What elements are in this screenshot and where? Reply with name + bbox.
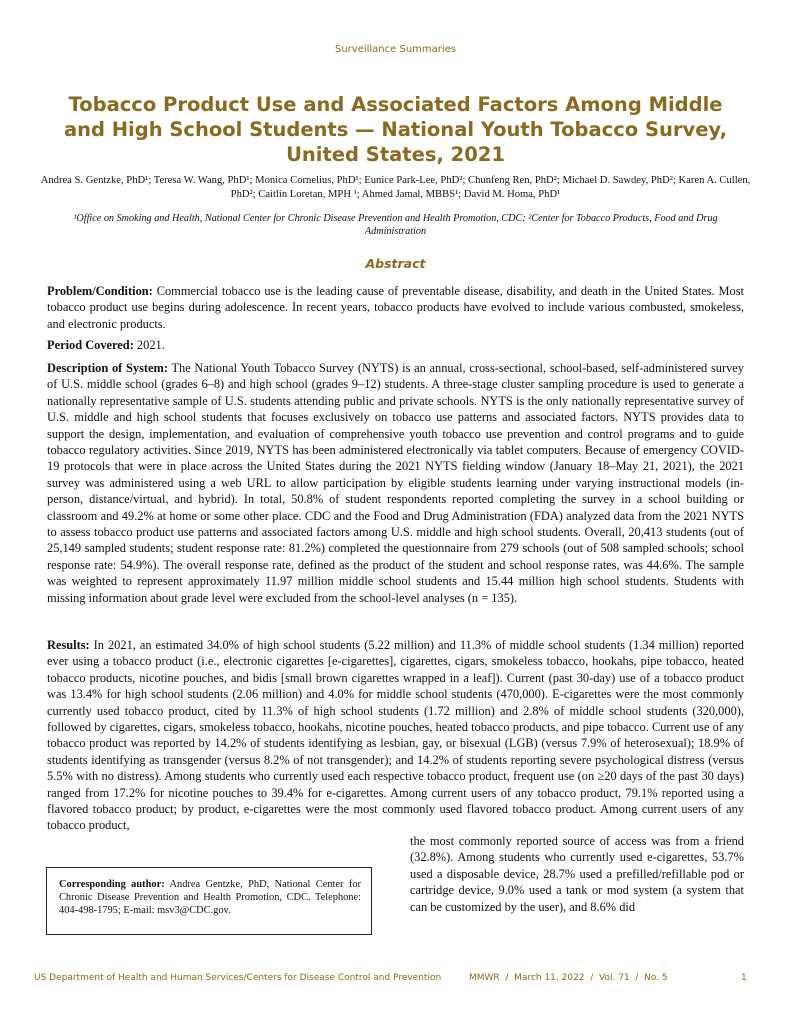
results-paragraph	[47, 637, 744, 834]
footer-department: US Department of Health and Human Services/Centers for Disease Control and Prevention	[34, 973, 442, 983]
article-title: Tobacco Product Use and Associated Factors Among Middle and High School Students — National Youth Tobacco Survey, United States, 2021	[63, 93, 728, 166]
problem-text: Commercial tobacco use is the leading cause of preventable disease, disability, and death in the United States. Most tobacco product use begins during adolescence. In recent years, tobacco products have evolved to include various combusted, smokeless, and electronic products.	[47, 284, 744, 331]
footer-citation: MMWR / March 11, 2022 / Vol. 71 / No. 5	[469, 973, 668, 983]
system-label: Description of System:	[47, 361, 168, 375]
corresponding-author-text: Andrea Gentzke, PhD, National Center for Chronic Disease Prevention and Health Promotion, CDC. Telephone: 404-498-1795; E-mail: msv3@CDC.gov.	[59, 879, 361, 916]
problem-paragraph	[47, 283, 744, 332]
period-text: 2021.	[133, 338, 165, 352]
affiliations: ¹Office on Smoking and Health, National Center for Chronic Disease Prevention and Health Promotion, CDC; ²Center for Tobacco Products, Food and Drug Administration	[73, 213, 718, 237]
author-list: Andrea S. Gentzke, PhD¹; Teresa W. Wang, PhD¹; Monica Cornelius, PhD¹; Eunice Park-Lee, PhD²; Chunfeng Ren, PhD²; Michael D. Sawdey, PhD²; Karen A. Cullen, PhD²; Caitlin Loretan, MPH ¹; Ahmed Jamal, MBBS¹; David M. Homa, PhD¹	[40, 175, 751, 200]
corresponding-author-box	[46, 867, 372, 935]
period-paragraph	[47, 337, 744, 353]
results-label: Results:	[47, 638, 90, 652]
results-text: In 2021, an estimated 34.0% of high school students (5.22 million) and 11.3% of middle school students (1.34 million) reported ever using a tobacco product (i.e., electronic cigarettes [e-cigarettes], cigarettes, cigars, smokeless tobacco, hookahs, pipe tobacco, heated tobacco products, nicotine pouches, and bidis [small brown cigarettes wrapped in a leaf]). Current (past 30-day) use of a tobacco product was 13.4% for high school students (2.06 million) and 4.0% for middle school students (470,000). E-cigarettes were the most commonly currently used tobacco product, cited by 11.3% of high school students (1.72 million) and 2.8% of middle school students (320,000), followed by cigarettes, cigars, smokeless tobacco, hookahs, nicotine pouches, heated tobacco products, and pipe tobacco. Current use of any tobacco product was reported by 14.2% of students identifying as lesbian, gay, or bisexual (LGB) (versus 7.9% of heterosexual); 18.9% of students identifying as transgender (versus 8.2% of not transgender); and 14.2% of students reporting severe psychological distress (versus 5.5% with no distress). Among students who currently used each respective tobacco product, frequent use (on ≥20 days of the past 30 days) ranged from 17.2% for nicotine pouches to 39.4% for e-cigarettes. Among current users of any tobacco product, 79.1% reported using a flavored tobacco product; by product, e-cigarettes were the most commonly used flavored tobacco product. Among current users of any tobacco product,	[47, 638, 744, 833]
page-number: 1	[741, 973, 747, 983]
system-text: The National Youth Tobacco Survey (NYTS) is an annual, cross-sectional, school-based, self-administered survey of U.S. middle school (grades 6–8) and high school (grades 9–12) students. A three-stage cluster sampling procedure is used to generate a nationally representative sample of U.S. students attending public and private schools. NYTS is the only nationally representative survey of U.S. middle and high school students that focuses exclusively on tobacco use patterns and associated factors. NYTS provides data to support the design, implementation, and evaluation of comprehensive youth tobacco use prevention and control programs and to guide tobacco regulatory activities. Since 2019, NYTS has been administered electronically via tablet computers. Because of emergency COVID-19 protocols that were in place across the United States during the 2021 NYTS fielding window (January 18–May 21, 2021), the 2021 survey was administered using a web URL to allow participation by eligible students learning under varying instructional models (in-person, distance/virtual, and hybrid). In total, 50.8% of student respondents reported completing the survey in a school building or classroom and 49.2% at home or some other place. CDC and the Food and Drug Administration (FDA) analyzed data from the 2021 NYTS to assess tobacco product use patterns and associated factors among U.S. middle and high school students. Overall, 20,413 students (out of 25,149 sampled students; student response rate: 81.2%) completed the questionnaire from 279 schools (out of 508 sampled schools; school response rate: 54.9%). The overall response rate, defined as the product of the student and school response rates, was 44.6%. The sample was weighted to represent approximately 11.97 million middle school students and 15.44 million high school students. Students with missing information about grade level were excluded from the school-level analyses (n = 135).	[47, 361, 744, 605]
system-paragraph	[47, 360, 744, 606]
results-continued-paragraph: the most commonly reported source of access was from a friend (32.8%). Among students who currently used e-cigarettes, 53.7% used a disposable device, 28.7% used a prefilled/refillable pod or cartridge device, 9.0% used a tank or mod system (a system that can be customized by the user), and 8.6% did	[410, 834, 744, 914]
corresponding-author-label: Corresponding author:	[59, 879, 165, 890]
period-label: Period Covered:	[47, 338, 134, 352]
series-header: Surveillance Summaries	[334, 44, 457, 55]
problem-label: Problem/Condition:	[47, 284, 153, 298]
abstract-heading: Abstract	[365, 256, 426, 271]
